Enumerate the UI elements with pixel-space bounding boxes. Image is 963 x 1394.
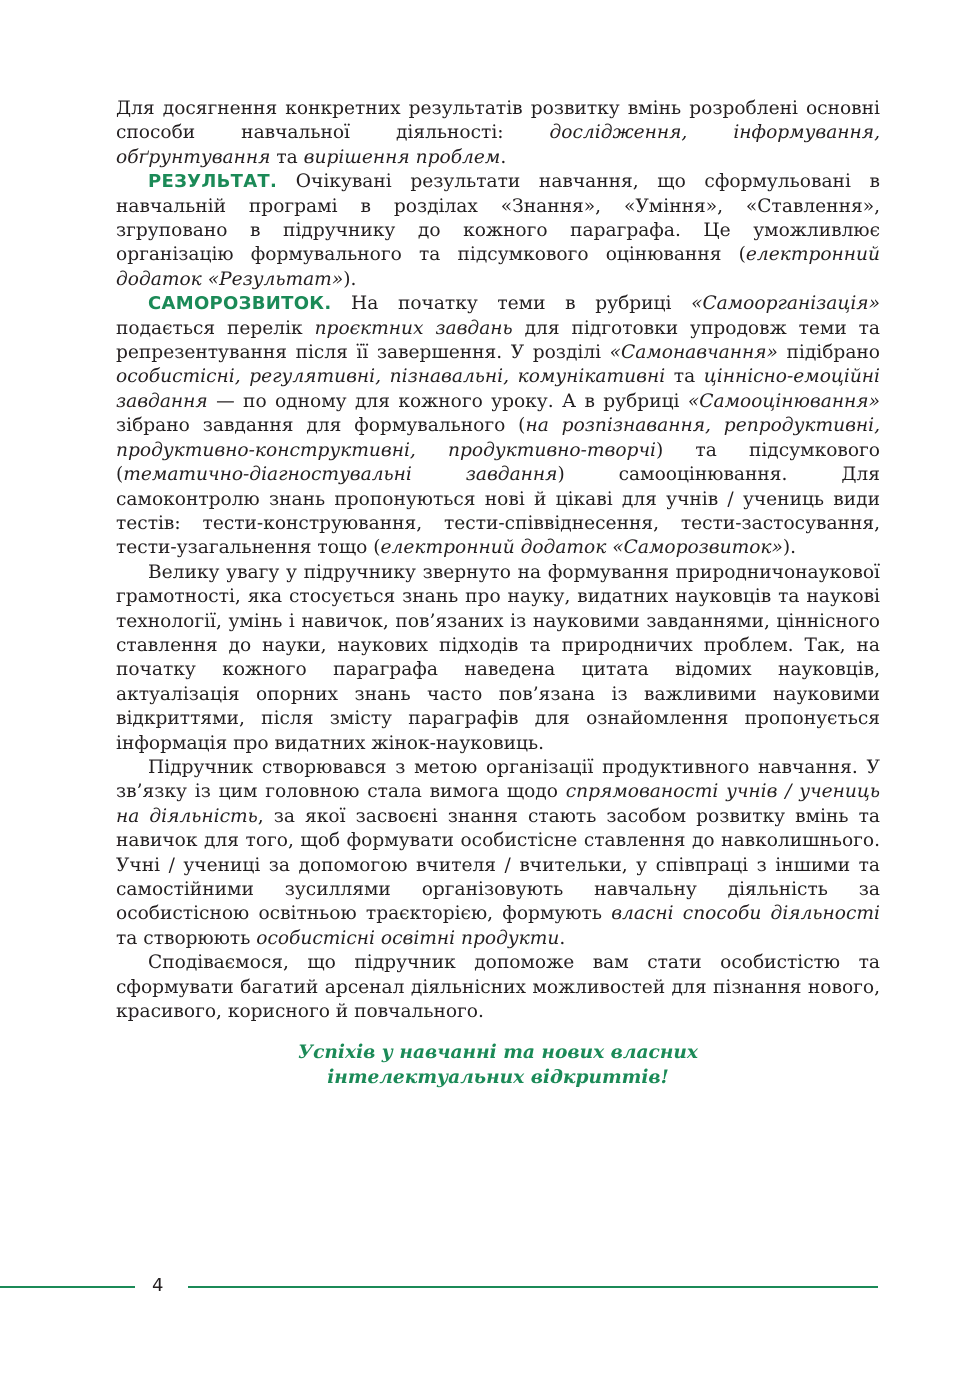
text-span: Для досягнення конкретних результатів розвитку вмінь розроблені основні способи навчальної діяльності: [116,98,880,144]
closing-line: Успіхів у навчанні та нових власних [297,1042,698,1064]
emphasis: «Самонавчання» [609,342,778,364]
emphasis: дослідження, інформування, обґрунтування [116,122,880,168]
footer-rule-right [188,1286,878,1288]
text-span: та створюють [116,927,257,949]
paragraph-self-development [116,292,880,560]
text-span: та [665,366,704,388]
text-span: — по одному для кожного уроку. А в рубриці [207,390,688,412]
text-span: Велику увагу у підручнику звернуто на формування природничонаукової грамотності, яка стосується знань про науку, видатних науковців та наукові технології, умінь і навичок, пов’язаних із науковими завданнями, ціннісного ставлення до науки, наукових підходів та природничих проблем. Так, на початку кожного параграфа наведена цитата відомих науковців, актуалізація опорних знань часто пов’язана із важливими науковими відкриттями, після змісту параграфів для ознайомлення пропонується інформація про видатних жінок-науковиць. [116,561,880,754]
keyword-self-development: САМОРОЗВИТОК. [148,293,332,315]
emphasis: спрямованості учнів / учениць на діяльність [116,781,880,827]
text-span: Очікувані результати навчання, що сформульовані в навчальній програмі в розділах «Знання», «Уміння», «Ставлення», згруповано в підручнику до кожного параграфа. Це уможливлює організацію формувального та підсумкового оцінювання ( [116,171,880,266]
emphasis: «Самоорганізація» [691,293,880,315]
closing-line: інтелектуальних відкриттів! [327,1067,669,1089]
text-span: зібрано завдання для формувального ( [116,415,526,437]
text-span: . [559,927,566,949]
emphasis: на розпізнавання, репродуктивні, продуктивно-конструктивні, продуктивно-творчі [116,415,880,461]
emphasis: проєктних завдань [314,317,513,339]
footer-rule-left [0,1286,135,1288]
text-span: підібрано [777,342,880,364]
emphasis: електронний додаток «Результат» [116,244,880,290]
page-number: 4 [152,1275,164,1296]
paragraph-result [116,170,880,292]
emphasis: вирішення проблем [303,146,501,168]
text-span: ) та підсумкового ( [116,439,880,486]
text-span: ) самооцінювання. Для самоконтролю знань пропонуються нові й цікаві для учнів / учениць види тестів: тести-конструювання, тести-співвіднесення, тести-застосування, тести-узагальнення тощо ( [116,464,880,559]
emphasis: власні способи діяльності [611,903,880,925]
text-span: ). [343,268,357,290]
text-span: та [270,146,304,168]
text-span: подається перелік [116,317,315,339]
emphasis: електронний додаток «Саморозвиток» [380,537,783,559]
text-span: для підготовки упродовж теми та репрезентування після її завершення. У розділі [116,317,880,364]
emphasis: особистісні освітні продукти [256,927,560,949]
closing-wish [116,1040,880,1090]
paragraph-hope [116,951,880,1024]
text-span: . [500,146,507,168]
emphasis: особистісні, регулятивні, пізнавальні, комунікативні [116,366,666,388]
text-span: На початку теми в рубриці [331,293,692,315]
paragraph-intro [116,97,880,170]
text-span: Сподіваємося, що підручник допоможе вам стати особистістю та сформувати багатий арсенал діяльнісних можливостей для пізнання нового, красивого, корисного й повчального. [116,952,880,1023]
emphasis: тематично-діагностувальні завдання [123,464,558,486]
paragraph-productive-learning [116,756,880,951]
text-span: Підручник створювався з метою організації продуктивного навчання. У зв’язку із цим головною стала вимога щодо [116,756,880,803]
emphasis: «Самооцінювання» [687,390,880,412]
keyword-result: РЕЗУЛЬТАТ. [148,171,278,193]
text-span: , за якої засвоєні знання стають засобом розвитку вмінь та навичок для того, щоб формувати особистісне ставлення до навколишнього. Учні / учениці за допомогою вчителя / вчительки, у співпраці з іншими та самостійними зусиллями організовують навчальну діяльність за особистісною освітньою траєкторією, формують [116,805,880,925]
paragraph-science-literacy [116,561,880,756]
emphasis: ціннісно-емоційні завдання [116,366,880,412]
page-content [116,97,880,1090]
text-span: ). [782,537,797,559]
